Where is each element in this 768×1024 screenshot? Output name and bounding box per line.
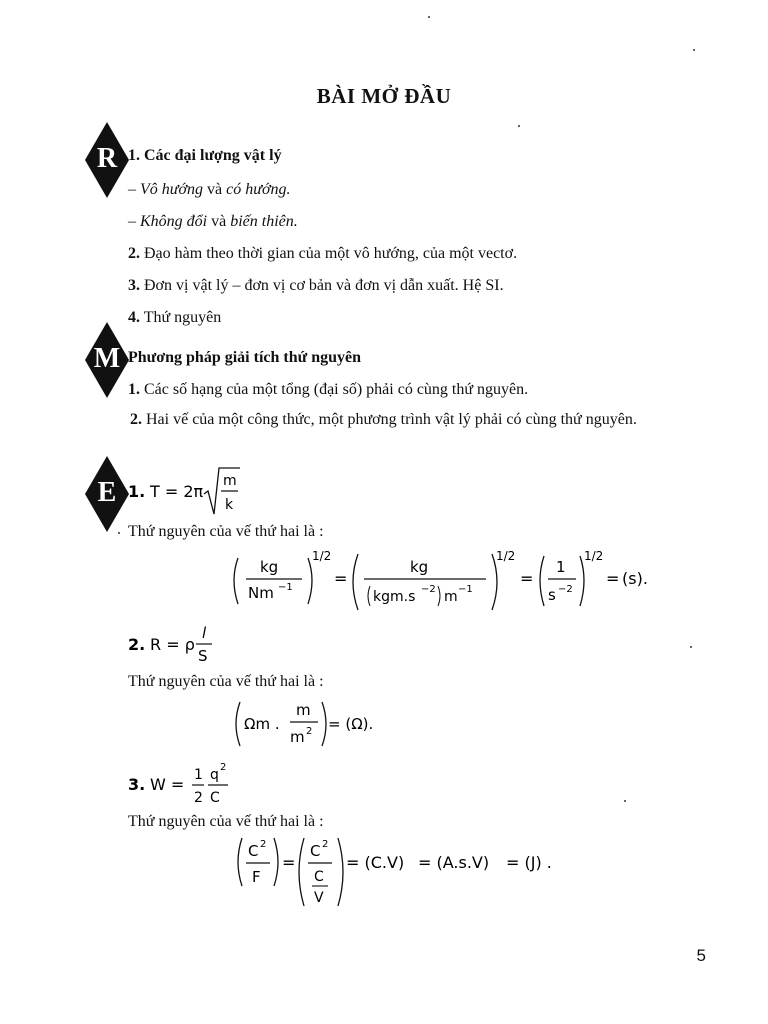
- svg-text:kg: kg: [260, 558, 279, 576]
- equation-3-result-1: = (C.V): [346, 853, 405, 872]
- scan-speck: [690, 646, 692, 648]
- svg-text:−1: −1: [278, 582, 293, 593]
- scan-speck: [624, 800, 626, 802]
- r-item-4: 4. Thứ nguyên: [128, 309, 222, 326]
- r-item-3: 3. Đơn vị vật lý – đơn vị cơ bản và đơn vị dẫn xuất. Hệ SI.: [128, 277, 504, 294]
- dimension-equation-3: [234, 834, 564, 917]
- svg-text:m: m: [290, 728, 305, 746]
- r-item-1-sub-1: – Vô hướng và có hướng.: [128, 181, 291, 198]
- dimension-caption-3: Thứ nguyên của vế thứ hai là :: [128, 813, 324, 830]
- svg-text:F: F: [252, 868, 261, 886]
- svg-text:k: k: [225, 497, 234, 513]
- svg-text:V: V: [314, 890, 324, 906]
- marker-letter-m: M: [93, 343, 121, 374]
- section-marker-e: [85, 456, 129, 532]
- svg-text:kg: kg: [410, 558, 429, 576]
- dimension-equation-2: [232, 696, 402, 757]
- svg-text:C: C: [310, 842, 321, 860]
- svg-text:m: m: [223, 473, 237, 489]
- svg-text:=: =: [520, 569, 534, 588]
- svg-text:s: s: [548, 586, 556, 604]
- svg-text:−1: −1: [458, 584, 473, 595]
- r-item-1-sub-2: – Không đổi và biến thiên.: [128, 213, 298, 230]
- m-rule-1: 1. Các số hạng của một tổng (đại số) phải có cùng thứ nguyên.: [128, 381, 529, 398]
- example-3-label: 3.: [128, 775, 146, 794]
- svg-text:2: 2: [260, 839, 267, 850]
- svg-text:2: 2: [220, 762, 227, 773]
- equation-3-result-3: = (J) .: [506, 853, 552, 872]
- svg-text:m: m: [444, 589, 458, 605]
- svg-text:2: 2: [194, 790, 203, 806]
- svg-text:l: l: [202, 624, 207, 642]
- dimension-caption-2: Thứ nguyên của vế thứ hai là :: [128, 673, 324, 690]
- section-marker-m: [85, 322, 129, 398]
- svg-text:kgm.s: kgm.s: [373, 589, 416, 605]
- svg-text:C: C: [248, 842, 259, 860]
- example-3-formula: [128, 760, 238, 813]
- scan-speck: [118, 532, 120, 534]
- svg-text:C: C: [314, 869, 324, 885]
- svg-text:1/2: 1/2: [312, 549, 332, 563]
- dimension-caption-1: Thứ nguyên của vế thứ hai là :: [128, 523, 324, 540]
- example-2-lhs: R = ρ: [150, 635, 195, 654]
- svg-text:2: 2: [322, 839, 329, 850]
- svg-text:−2: −2: [421, 584, 436, 595]
- svg-text:=: =: [606, 569, 620, 588]
- svg-text:2: 2: [306, 726, 313, 737]
- svg-text:=: =: [282, 853, 296, 872]
- marker-letter-e: E: [97, 477, 117, 508]
- m-rule-2: 2. Hai vế của một công thức, một phương trình vật lý phải có cùng thứ nguyên.: [130, 411, 637, 428]
- svg-text:= (Ω).: = (Ω).: [328, 715, 374, 733]
- svg-text:m: m: [296, 701, 311, 719]
- example-1-label: 1.: [128, 482, 146, 501]
- example-2-formula: [128, 622, 228, 673]
- scan-speck: [518, 125, 520, 127]
- page-title: BÀI MỞ ĐẦU: [316, 84, 452, 108]
- svg-text:=: =: [334, 569, 348, 588]
- scan-speck: [428, 16, 430, 18]
- svg-text:C: C: [210, 790, 220, 806]
- svg-text:Nm: Nm: [248, 584, 274, 602]
- example-1-lhs: T = 2π: [150, 482, 204, 501]
- svg-text:q: q: [210, 767, 219, 783]
- svg-text:−2: −2: [558, 584, 573, 595]
- marker-letter-r: R: [96, 143, 118, 174]
- m-heading: Phương pháp giải tích thứ nguyên: [128, 349, 362, 366]
- dimension-equation-1: [230, 548, 660, 623]
- svg-text:(s).: (s).: [622, 569, 648, 588]
- svg-text:Ωm .: Ωm .: [244, 715, 280, 733]
- svg-text:1: 1: [556, 558, 566, 576]
- r-item-1: 1. Các đại lượng vật lý: [128, 147, 282, 164]
- svg-text:1: 1: [194, 767, 203, 783]
- r-item-2: 2. Đạo hàm theo thời gian của một vô hướng, của một vectơ.: [128, 245, 518, 262]
- page-number: 5: [696, 946, 706, 965]
- svg-text:S: S: [198, 647, 208, 665]
- example-3-lhs: W =: [150, 775, 185, 794]
- section-marker-r: [85, 122, 129, 198]
- example-1-formula: [128, 464, 258, 525]
- scan-speck: [693, 49, 695, 51]
- equation-3-result-2: = (A.s.V): [418, 853, 490, 872]
- svg-text:1/2: 1/2: [584, 549, 604, 563]
- example-2-label: 2.: [128, 635, 146, 654]
- svg-text:1/2: 1/2: [496, 549, 516, 563]
